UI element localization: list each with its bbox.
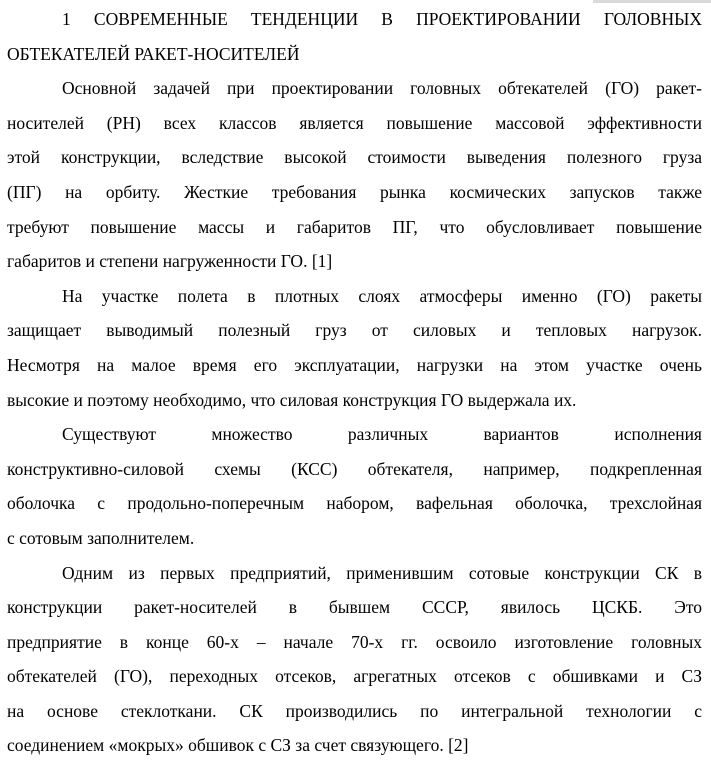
paragraph <box>7 71 702 279</box>
text-line: Существуют множество различных вариантов исполнения <box>62 424 702 445</box>
section-heading <box>7 2 702 71</box>
text-line: конструкции ракет-носителей в бывшем СССР, явилось ЦСКБ. Это <box>7 597 702 618</box>
heading-line: ОБТЕКАТЕЛЕЙ РАКЕТ-НОСИТЕЛЕЙ <box>7 43 300 64</box>
text-line: габаритов и степени нагруженности ГО. [1] <box>7 251 333 272</box>
scan-artifact <box>593 0 711 3</box>
text-line: с сотовым заполнителем. <box>7 527 195 548</box>
text-line: На участке полета в плотных слоях атмосферы именно (ГО) ракеты <box>62 285 702 306</box>
text-line: (ПГ) на орбиту. Жесткие требования рынка космических запусков также <box>7 181 702 202</box>
text-line: оболочка с продольно-поперечным набором, вафельная оболочка, трехслойная <box>7 493 702 514</box>
text-line: носителей (РН) всех классов является повышение массовой эффективности <box>7 112 702 133</box>
paragraph <box>7 556 702 761</box>
text-line: соединением «мокрых» обшивок с СЗ за счет связующего. [2] <box>7 735 469 756</box>
text-line: предприятие в конце 60-х – начале 70-х гг. освоило изготовление головных <box>7 631 702 652</box>
text-line: Основной задачей при проектировании головных обтекателей (ГО) ракет- <box>62 78 702 99</box>
text-line: этой конструкции, вследствие высокой стоимости выведения полезного груза <box>7 147 702 168</box>
text-line: требуют повышение массы и габаритов ПГ, что обусловливает повышение <box>7 216 702 237</box>
text-line: конструктивно-силовой схемы (КСС) обтекателя, например, подкрепленная <box>7 458 702 479</box>
text-line: на основе стеклоткани. СК производились по интегральной технологии с <box>7 700 702 721</box>
paragraph <box>7 417 702 555</box>
text-line: защищает выводимый полезный груз от силовых и тепловых нагрузок. <box>7 320 702 341</box>
heading-line: 1 СОВРЕМЕННЫЕ ТЕНДЕНЦИИ В ПРОЕКТИРОВАНИИ ГОЛОВНЫХ <box>62 9 702 29</box>
text-line: высокие и поэтому необходимо, что силовая конструкция ГО выдержала их. <box>7 389 577 410</box>
paragraph <box>7 279 702 417</box>
text-line: Одним из первых предприятий, применившим сотовые конструкции СК в <box>62 562 702 583</box>
text-line: Несмотря на малое время его эксплуатации, нагрузки на этом участке очень <box>7 354 702 375</box>
text-line: обтекателей (ГО), переходных отсеков, агрегатных отсеков с обшивками и СЗ <box>7 666 702 687</box>
